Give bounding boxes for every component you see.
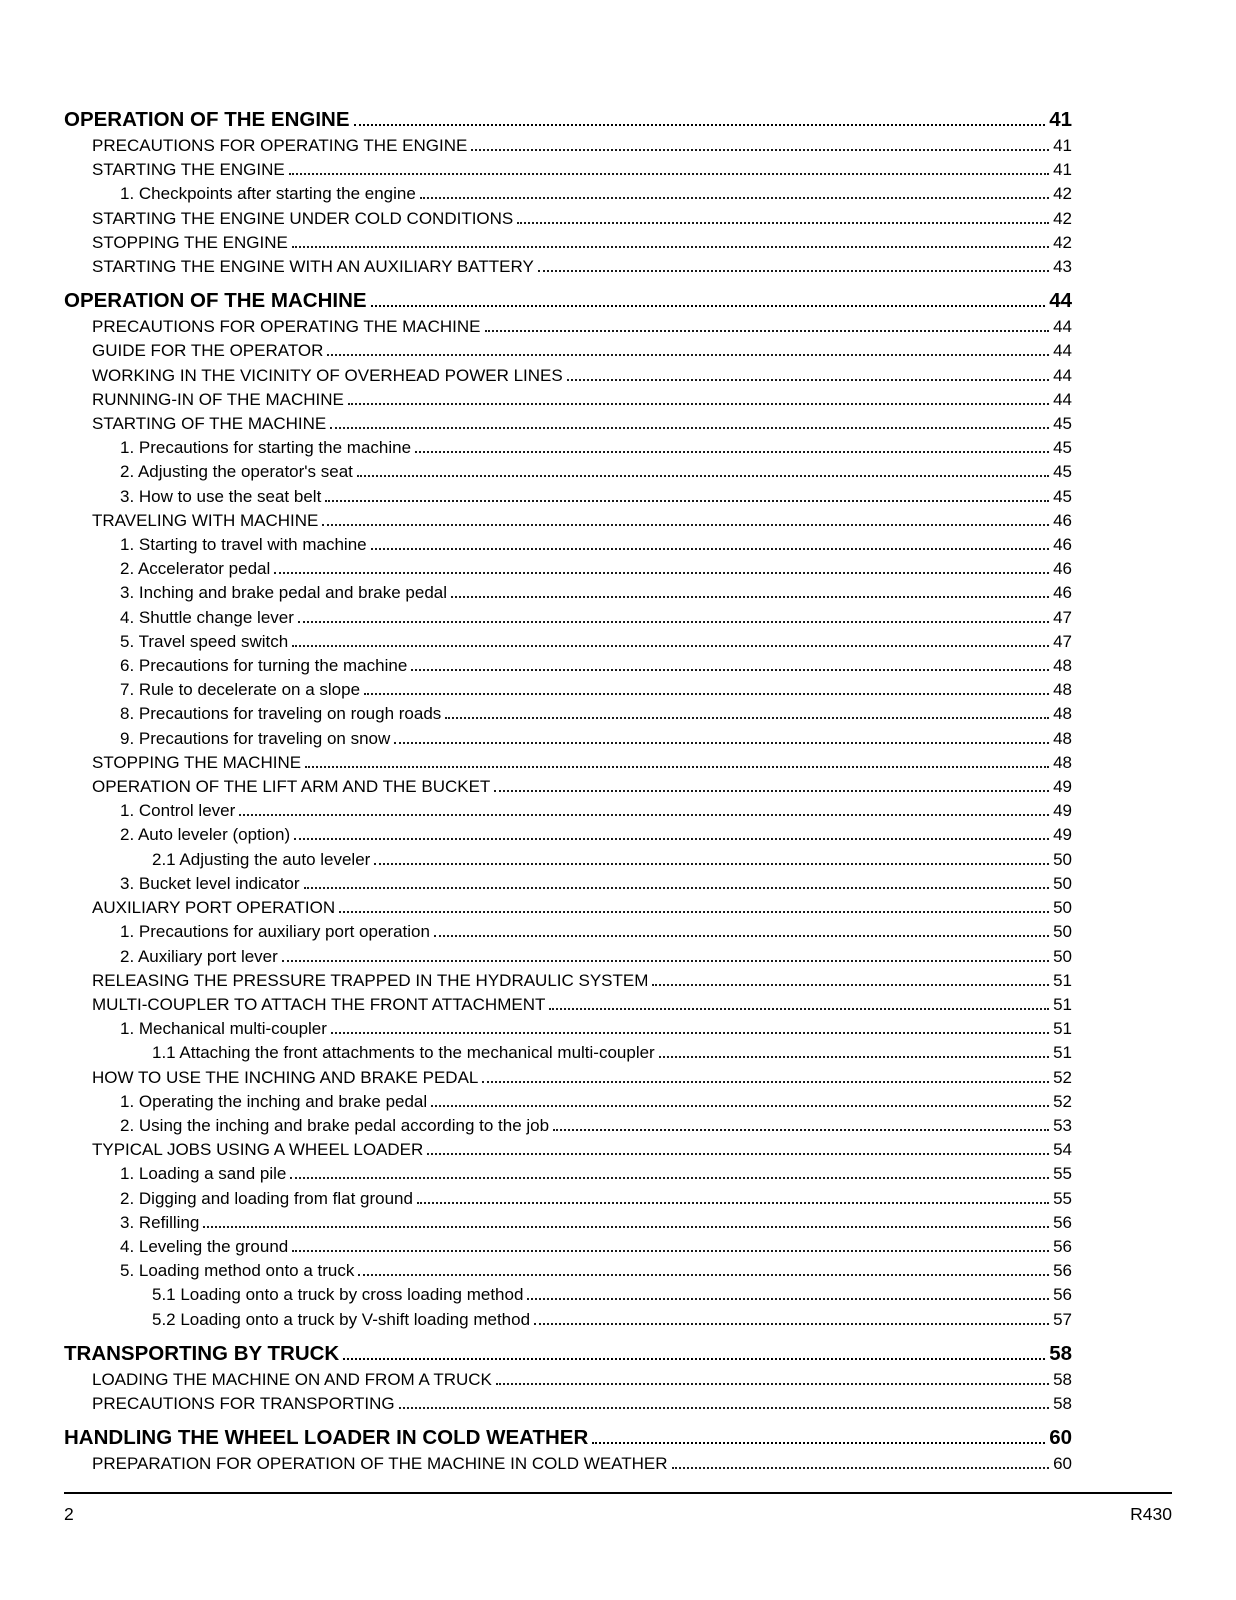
toc-entry-title: WORKING IN THE VICINITY OF OVERHEAD POWER LINES [92,365,563,385]
toc-entry-title: 5. Travel speed switch [120,631,289,651]
toc-dot-leader [239,814,1049,816]
toc-entry-page: 51 [1053,970,1072,990]
toc-entry-page: 42 [1053,232,1072,252]
toc-dot-leader [427,1153,1049,1155]
toc-entry-title: STARTING THE ENGINE UNDER COLD CONDITIONS [92,208,514,228]
toc-entry-page: 41 [1053,160,1072,180]
toc-entry-title: 3. How to use the seat belt [120,486,322,506]
toc-dot-leader [485,330,1050,332]
toc-entry[interactable] [64,630,1072,654]
toc-entry[interactable] [64,1368,1072,1392]
toc-entry-page: 45 [1053,414,1072,434]
toc-dot-leader [538,270,1049,272]
toc-entry-page: 44 [1053,365,1072,385]
toc-entry-page: 51 [1053,1019,1072,1039]
toc-entry[interactable] [64,460,1072,484]
toc-entry-page: 42 [1053,208,1072,228]
toc-entry-title: STARTING THE ENGINE [92,160,285,180]
toc-entry-title: 3. Refilling [120,1212,200,1232]
toc-entry-page: 45 [1053,486,1072,506]
toc-entry[interactable] [64,412,1072,436]
toc-entry-page: 46 [1053,510,1072,530]
toc-dot-leader [364,693,1049,695]
toc-entry-title: 8. Precautions for traveling on rough roads [120,704,442,724]
toc-entry-page: 44 [1053,341,1072,361]
toc-entry-title: 4. Leveling the ground [120,1236,289,1256]
toc-entry-title: TRAVELING WITH MACHINE [92,510,319,530]
toc-entry[interactable] [64,315,1072,339]
toc-entry-page: 56 [1053,1236,1072,1256]
toc-entry-title: RUNNING-IN OF THE MACHINE [92,389,344,409]
toc-entry-page: 51 [1053,1043,1072,1063]
toc-entry-title: AUXILIARY PORT OPERATION [92,898,336,918]
toc-entry-page: 50 [1053,946,1072,966]
toc-entry-title: GUIDE FOR THE OPERATOR [92,341,324,361]
toc-entry-page: 57 [1053,1309,1072,1329]
toc-entry[interactable] [64,1041,1072,1065]
toc-entry-page: 46 [1053,559,1072,579]
toc-dot-leader [567,379,1049,381]
toc-entry-page: 48 [1053,728,1072,748]
toc-dot-leader [203,1226,1049,1228]
toc-entry-page: 48 [1053,704,1072,724]
toc-entry-page: 49 [1053,825,1072,845]
toc-entry-page: 54 [1053,1140,1072,1160]
toc-dot-leader [496,1383,1049,1385]
toc-entry[interactable] [64,106,1072,134]
toc-entry-page: 51 [1053,994,1072,1014]
toc-entry-page: 60 [1053,1454,1072,1474]
toc-entry[interactable] [64,485,1072,509]
toc-dot-leader [292,1250,1049,1252]
toc-entry-title: 2.1 Adjusting the auto leveler [152,849,371,869]
toc-dot-leader [331,1032,1049,1034]
toc-entry[interactable] [64,1340,1072,1368]
toc-dot-leader [659,1056,1049,1058]
toc-entry[interactable] [64,1114,1072,1138]
toc-entry-page: 50 [1053,898,1072,918]
toc-entry-page: 58 [1049,1341,1072,1365]
toc-entry-page: 56 [1053,1285,1072,1305]
toc-entry-title: STARTING THE ENGINE WITH AN AUXILIARY BATTERY [92,257,534,277]
toc-dot-leader [357,475,1049,477]
toc-entry[interactable] [64,287,1072,315]
toc-entry-page: 58 [1053,1369,1072,1389]
toc-entry-page: 55 [1053,1164,1072,1184]
toc-dot-leader [294,838,1049,840]
toc-entry[interactable] [64,654,1072,678]
toc-entry-page: 47 [1053,631,1072,651]
toc-entry[interactable] [64,1187,1072,1211]
toc-dot-leader [290,1177,1049,1179]
toc-dot-leader [482,1081,1049,1083]
toc-dot-leader [371,548,1049,550]
toc-dot-leader [289,173,1049,175]
toc-entry-page: 50 [1053,873,1072,893]
page-footer [64,1492,1172,1525]
toc-entry-title: OPERATION OF THE ENGINE [64,108,350,131]
toc-entry-title: HOW TO USE THE INCHING AND BRAKE PEDAL [92,1067,479,1087]
toc-entry-title: 1. Loading a sand pile [120,1164,287,1184]
toc-entry-page: 47 [1053,607,1072,627]
toc-dot-leader [371,305,1046,307]
toc-entry[interactable] [64,1424,1072,1452]
toc-entry-title: 5.1 Loading onto a truck by cross loading method [152,1285,524,1305]
toc-entry-page: 43 [1053,257,1072,277]
toc-entry-title: MULTI-COUPLER TO ATTACH THE FRONT ATTACHMENT [92,994,546,1014]
toc-entry-title: 9. Precautions for traveling on snow [120,728,391,748]
toc-entry-page: 48 [1053,752,1072,772]
toc-entry-title: 1. Operating the inching and brake pedal [120,1091,428,1111]
toc-entry-page: 50 [1053,922,1072,942]
toc-entry-title: 1. Precautions for starting the machine [120,438,412,458]
toc-entry[interactable] [64,775,1072,799]
toc-dot-leader [354,124,1046,126]
toc-entry[interactable] [64,1452,1072,1476]
toc-entry-page: 45 [1053,438,1072,458]
toc-entry[interactable] [64,896,1072,920]
toc-entry[interactable] [64,533,1072,557]
toc-entry-page: 41 [1049,108,1072,131]
toc-dot-leader [415,451,1049,453]
page-number: 2 [64,1504,74,1524]
toc-entry[interactable] [64,255,1072,279]
toc-entry-title: 1. Starting to travel with machine [120,535,367,555]
toc-entry-title: 2. Using the inching and brake pedal according to the job [120,1115,550,1135]
toc-dot-leader [282,960,1049,962]
toc-entry-title: PREPARATION FOR OPERATION OF THE MACHINE IN COLD WEATHER [92,1454,668,1474]
toc-entry-page: 52 [1053,1067,1072,1087]
toc-entry-title: 1. Checkpoints after starting the engine [120,184,416,204]
toc-dot-leader [431,1105,1049,1107]
table-of-contents [64,98,1072,1476]
toc-entry-title: 1. Mechanical multi-coupler [120,1019,327,1039]
toc-dot-leader [325,500,1049,502]
toc-entry-title: OPERATION OF THE LIFT ARM AND THE BUCKET [92,777,491,797]
toc-entry[interactable] [64,799,1072,823]
toc-entry-title: 5. Loading method onto a truck [120,1261,355,1281]
toc-entry-title: STARTING OF THE MACHINE [92,414,327,434]
toc-dot-leader [471,149,1049,151]
toc-dot-leader [330,427,1049,429]
toc-entry[interactable] [64,872,1072,896]
toc-entry[interactable] [64,993,1072,1017]
toc-entry-title: 1.1 Attaching the front attachments to the mechanical multi-coupler [152,1043,655,1063]
toc-entry[interactable] [64,1308,1072,1332]
toc-dot-leader [399,1407,1050,1409]
toc-dot-leader [494,790,1049,792]
toc-dot-leader [434,935,1049,937]
toc-entry-page: 45 [1053,462,1072,482]
toc-entry[interactable] [64,1235,1072,1259]
toc-dot-leader [274,572,1049,574]
toc-entry-page: 48 [1053,656,1072,676]
toc-entry[interactable] [64,1017,1072,1041]
toc-dot-leader [358,1274,1049,1276]
toc-entry[interactable] [64,920,1072,944]
toc-dot-leader [322,524,1049,526]
toc-entry-page: 52 [1053,1091,1072,1111]
toc-entry[interactable] [64,1211,1072,1235]
toc-entry-page: 55 [1053,1188,1072,1208]
toc-entry[interactable] [64,364,1072,388]
toc-entry[interactable] [64,969,1072,993]
toc-entry[interactable] [64,388,1072,412]
toc-dot-leader [411,669,1049,671]
toc-entry-page: 44 [1053,317,1072,337]
toc-dot-leader [672,1467,1050,1469]
toc-entry-page: 58 [1053,1393,1072,1413]
toc-entry-title: 2. Digging and loading from flat ground [120,1188,413,1208]
toc-entry[interactable] [64,945,1072,969]
toc-entry[interactable] [64,581,1072,605]
toc-entry[interactable] [64,751,1072,775]
toc-dot-leader [517,222,1049,224]
toc-entry[interactable] [64,134,1072,158]
toc-entry[interactable] [64,1066,1072,1090]
toc-entry[interactable] [64,207,1072,231]
toc-entry[interactable] [64,1138,1072,1162]
toc-dot-leader [652,984,1049,986]
toc-entry[interactable] [64,1283,1072,1307]
toc-dot-leader [534,1323,1049,1325]
toc-entry-title: PRECAUTIONS FOR OPERATING THE ENGINE [92,136,468,155]
toc-entry[interactable] [64,231,1072,255]
toc-entry[interactable] [64,823,1072,847]
toc-entry[interactable] [64,436,1072,460]
toc-dot-leader [549,1008,1049,1010]
toc-dot-leader [292,246,1049,248]
toc-entry[interactable] [64,702,1072,726]
toc-entry-page: 56 [1053,1212,1072,1232]
toc-entry-page: 41 [1053,136,1072,155]
toc-dot-leader [292,645,1049,647]
toc-entry[interactable] [64,727,1072,751]
toc-entry-page: 44 [1053,389,1072,409]
toc-entry[interactable] [64,557,1072,581]
toc-entry-title: HANDLING THE WHEEL LOADER IN COLD WEATHER [64,1426,589,1450]
toc-entry-page: 46 [1053,535,1072,555]
model-code: R430 [1130,1504,1172,1524]
toc-dot-leader [592,1442,1045,1444]
toc-entry-title: 3. Bucket level indicator [120,873,300,893]
toc-entry[interactable] [64,509,1072,533]
toc-entry-title: OPERATION OF THE MACHINE [64,289,367,313]
toc-entry-title: PRECAUTIONS FOR OPERATING THE MACHINE [92,317,481,337]
toc-dot-leader [339,911,1049,913]
toc-entry-title: LOADING THE MACHINE ON AND FROM A TRUCK [92,1369,492,1389]
toc-entry-page: 49 [1053,777,1072,797]
toc-entry[interactable] [64,678,1072,702]
toc-dot-leader [304,887,1050,889]
toc-dot-leader [327,354,1049,356]
toc-entry-title: RELEASING THE PRESSURE TRAPPED IN THE HYDRAULIC SYSTEM [92,970,649,990]
toc-entry-title: 2. Auxiliary port lever [120,946,278,966]
toc-entry-title: 3. Inching and brake pedal and brake pedal [120,583,448,603]
toc-entry[interactable] [64,1259,1072,1283]
toc-entry-page: 50 [1053,849,1072,869]
toc-dot-leader [420,197,1049,199]
toc-entry[interactable] [64,182,1072,206]
toc-entry-title: STOPPING THE ENGINE [92,232,288,252]
toc-entry-page: 42 [1053,184,1072,204]
toc-entry[interactable] [64,339,1072,363]
toc-entry-page: 60 [1049,1426,1072,1450]
toc-entry-title: TYPICAL JOBS USING A WHEEL LOADER [92,1140,424,1160]
toc-entry[interactable] [64,1090,1072,1114]
toc-entry-page: 44 [1049,289,1072,313]
toc-dot-leader [553,1129,1049,1131]
toc-dot-leader [374,863,1049,865]
toc-dot-leader [343,1358,1045,1360]
toc-dot-leader [305,766,1049,768]
toc-entry-page: 53 [1053,1115,1072,1135]
toc-entry-title: 1. Control lever [120,801,236,821]
toc-dot-leader [417,1202,1049,1204]
toc-entry[interactable] [64,158,1072,182]
toc-entry-page: 56 [1053,1261,1072,1281]
toc-entry[interactable] [64,1162,1072,1186]
toc-entry[interactable] [64,1392,1072,1416]
toc-entry-title: 5.2 Loading onto a truck by V-shift loading method [152,1309,531,1329]
toc-dot-leader [298,621,1049,623]
toc-entry-title: STOPPING THE MACHINE [92,752,302,772]
toc-entry[interactable] [64,848,1072,872]
toc-entry-page: 46 [1053,583,1072,603]
toc-entry-page: 48 [1053,680,1072,700]
toc-entry-title: 1. Precautions for auxiliary port operation [120,922,430,942]
toc-dot-leader [445,717,1049,719]
toc-entry-title: PRECAUTIONS FOR TRANSPORTING [92,1393,395,1413]
toc-entry-title: 4. Shuttle change lever [120,607,294,627]
toc-entry-page: 49 [1053,801,1072,821]
toc-dot-leader [348,403,1049,405]
toc-dot-leader [451,596,1049,598]
toc-entry-title: 7. Rule to decelerate on a slope [120,680,361,700]
toc-entry-title: 6. Precautions for turning the machine [120,656,408,676]
toc-entry-title: TRANSPORTING BY TRUCK [64,1341,340,1365]
toc-entry-title: 2. Accelerator pedal [120,559,271,579]
toc-entry-title: 2. Adjusting the operator's seat [120,462,353,482]
toc-dot-leader [394,742,1049,744]
toc-entry[interactable] [64,606,1072,630]
toc-dot-leader [527,1298,1049,1300]
toc-entry-title: 2. Auto leveler (option) [120,825,291,845]
